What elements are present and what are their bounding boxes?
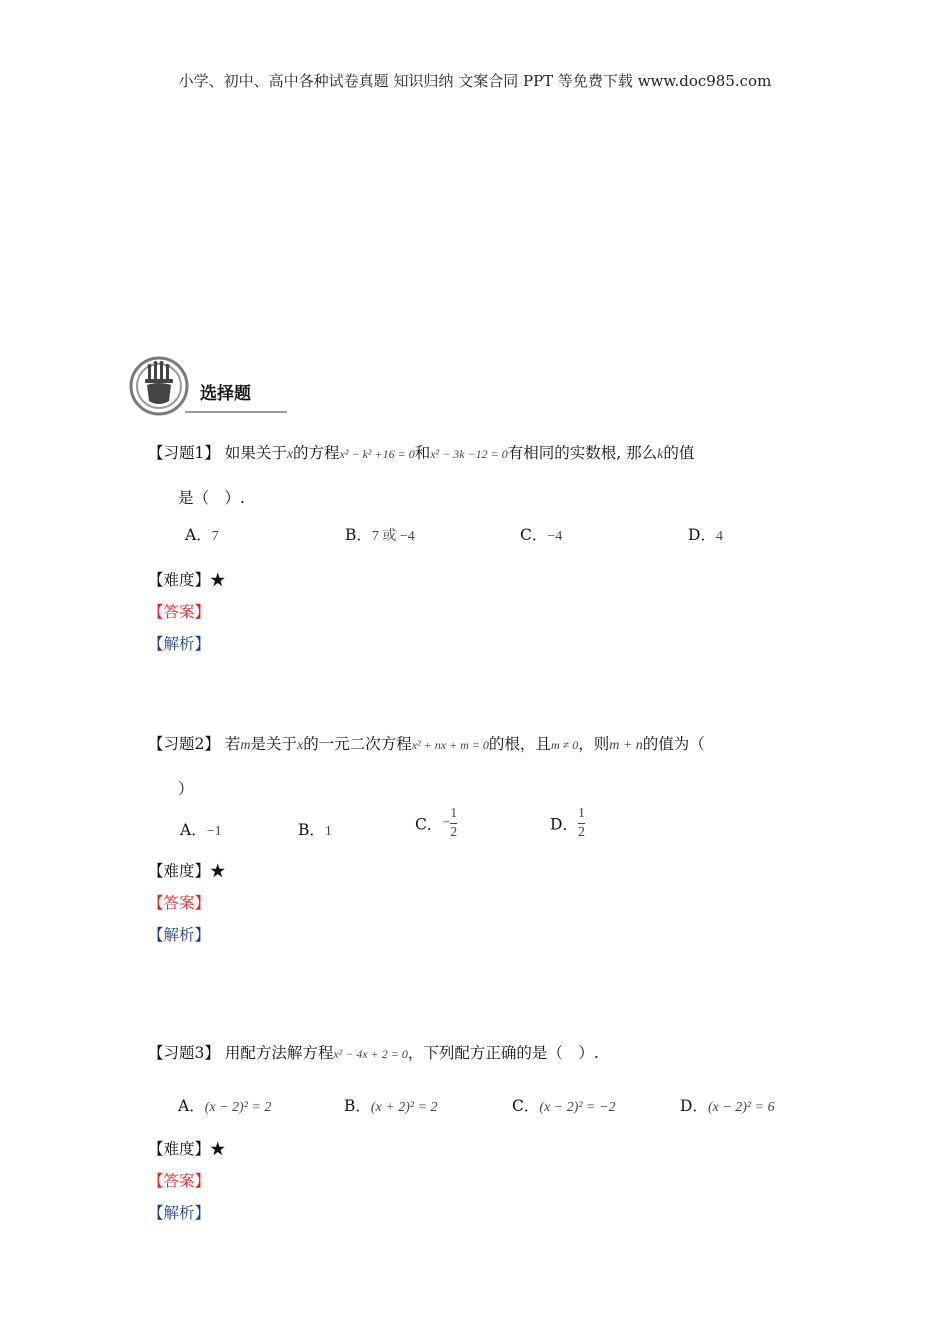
q2-option-a[interactable]: A．−1 — [180, 821, 222, 839]
q1-option-c[interactable]: C．−4 — [520, 526, 563, 544]
fraction: $\frac{1}{2}$ — [450, 806, 458, 840]
q3-option-a[interactable]: A．(x − 2)² = 2 — [178, 1097, 272, 1115]
q2-answer-label: 【答案】 — [148, 894, 211, 912]
question-2-line-2: ） — [178, 780, 194, 798]
q1-option-b[interactable]: B．7 或 −4 — [345, 526, 415, 544]
question-1-line-2: 是（ ）. — [178, 489, 245, 507]
crown-figure-icon — [128, 355, 190, 417]
q1-answer-label: 【答案】 — [148, 603, 211, 621]
question-3-line-1: 【习题3】 用配方法解方程x² − 4x + 2 = 0，下列配方正确的是（ ）. — [148, 1044, 599, 1062]
q3-analysis-label: 【解析】 — [148, 1204, 211, 1222]
question-1-line-1: 【习题1】 如果关于x的方程x² − k² +16 = 0和x² − 3k −12 = 0有相同的实数根, 那么k的值 — [148, 444, 695, 462]
page-header: 小学、初中、高中各种试卷真题 知识归纳 文案合同 PPT 等免费下载 www.doc985.com — [178, 72, 772, 90]
q3-answer-label: 【答案】 — [148, 1172, 211, 1190]
q2-option-b[interactable]: B．1 — [298, 821, 332, 839]
q3-option-b[interactable]: B．(x + 2)² = 2 — [344, 1097, 438, 1115]
q1-option-a[interactable]: A．7 — [185, 526, 219, 544]
q3-difficulty: 【难度】★ — [148, 1140, 226, 1158]
section-underline — [185, 411, 287, 413]
q1-option-d[interactable]: D．4 — [688, 526, 723, 544]
question-2-line-1: 【习题2】 若m是关于x的一元二次方程x² + nx + m = 0的根，且m ≠ 0，则m + n的值为（ — [148, 735, 705, 753]
q3-option-c[interactable]: C．(x − 2)² = −2 — [512, 1097, 616, 1115]
q3-option-d[interactable]: D．(x − 2)² = 6 — [680, 1097, 775, 1115]
question-tag: 【习题2】 — [148, 735, 220, 753]
fraction: $\frac{1}{2}$ — [577, 806, 585, 840]
question-tag: 【习题1】 — [148, 444, 220, 462]
q1-analysis-label: 【解析】 — [148, 635, 211, 653]
q2-analysis-label: 【解析】 — [148, 926, 211, 944]
q2-difficulty: 【难度】★ — [148, 862, 226, 880]
section-title: 选择题 — [200, 384, 251, 404]
q1-difficulty: 【难度】★ — [148, 571, 226, 589]
q2-option-d[interactable]: D． $\frac{1}{2}$ — [550, 806, 585, 840]
q2-option-c[interactable]: C．− $\frac{1}{2}$ — [415, 806, 458, 840]
question-tag: 【习题3】 — [148, 1044, 220, 1062]
